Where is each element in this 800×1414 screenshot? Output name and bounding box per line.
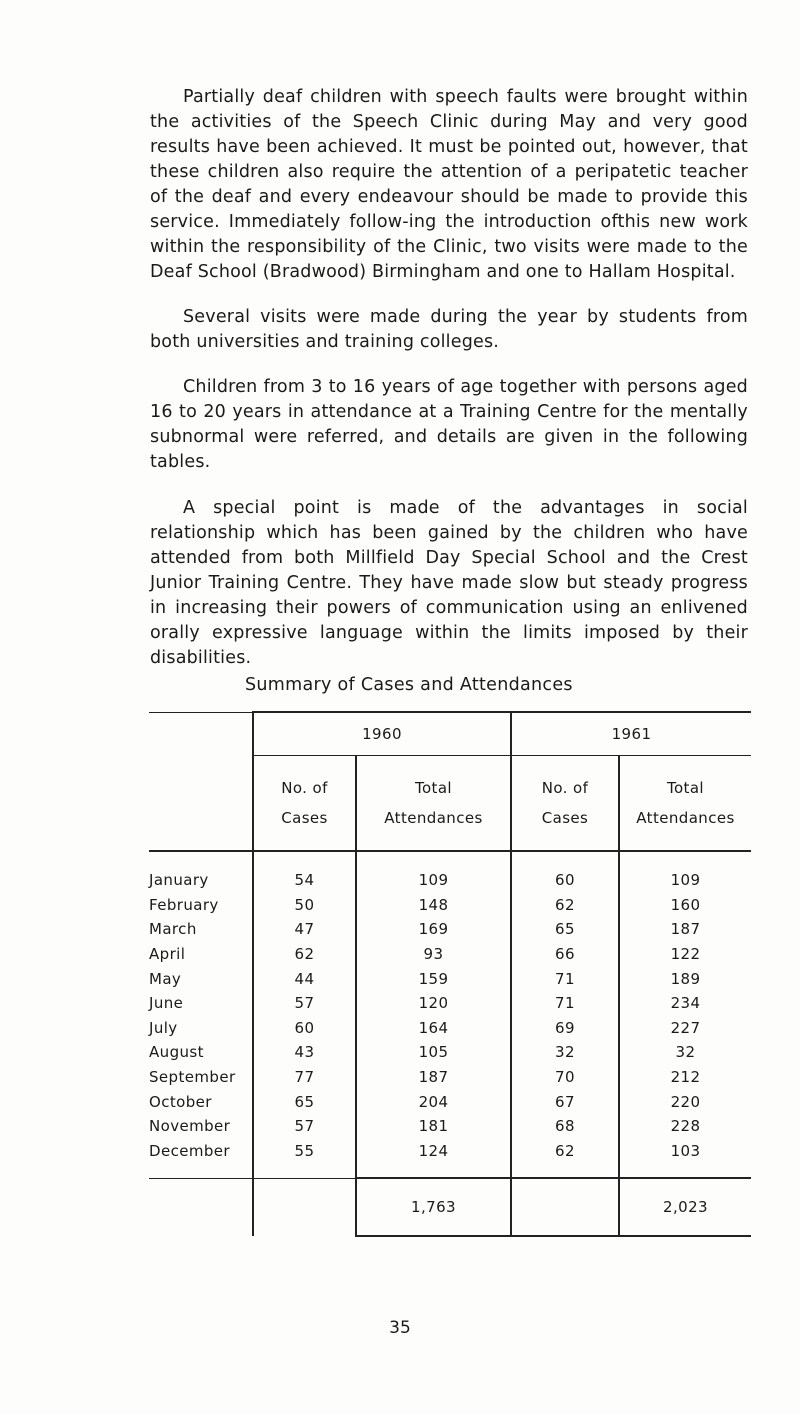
- cases-1960-cell: 55: [253, 1139, 356, 1179]
- cases-1960-cell: 60: [253, 1016, 356, 1041]
- cases-header-line1: No. of: [281, 779, 328, 797]
- attendances-1961-cell: 103: [619, 1139, 751, 1179]
- totals-cases-1961-blank: [511, 1178, 619, 1236]
- cases-1961-cell: 60: [511, 851, 619, 893]
- cases-1961-cell: 71: [511, 991, 619, 1016]
- attendances-1961-cell: 109: [619, 851, 751, 893]
- year-1960-header: 1960: [253, 712, 511, 756]
- attendances-1960-cell: 93: [356, 942, 511, 967]
- paragraph-visits: Several visits were made during the year by students from both universities and training colleges.: [150, 307, 748, 352]
- cases-1961-cell: 65: [511, 917, 619, 942]
- cases-1961-cell: 62: [511, 893, 619, 918]
- cases-header-line2: Cases: [281, 809, 328, 827]
- attendances-1961-cell: 189: [619, 966, 751, 991]
- month-cell: May: [149, 969, 182, 988]
- attendances-1961-cell: 234: [619, 991, 751, 1016]
- attendances-1961-cell: 212: [619, 1065, 751, 1090]
- attendances-1960-cell: 187: [356, 1065, 511, 1090]
- month-cell: April: [149, 945, 186, 964]
- cases-1960-cell: 43: [253, 1040, 356, 1065]
- attendances-1960-cell: 204: [356, 1089, 511, 1114]
- cases-1960-cell: 62: [253, 942, 356, 967]
- cases-header-line2: Cases: [541, 809, 589, 827]
- cases-1960-cell: 54: [253, 851, 356, 893]
- table-row: [149, 1089, 751, 1114]
- cases-1961-cell: 62: [511, 1139, 619, 1179]
- table-row: [149, 1139, 751, 1179]
- attendances-1961-cell: 122: [619, 942, 751, 967]
- page-number: 35: [389, 1318, 411, 1338]
- attendances-1961-cell: 220: [619, 1089, 751, 1114]
- attendances-1961-cell: 227: [619, 1016, 751, 1041]
- attendances-1961-cell: 228: [619, 1114, 751, 1139]
- table-row: [149, 893, 751, 918]
- month-cell: January: [149, 871, 209, 890]
- attendances-1960-cell: 159: [356, 966, 511, 991]
- attendances-1960-cell: 120: [356, 991, 511, 1016]
- cases-1960-cell: 44: [253, 966, 356, 991]
- cases-1960-cell: 57: [253, 1114, 356, 1139]
- total-attendances-1961: 2,023: [619, 1178, 751, 1236]
- cases-1960-cell: 47: [253, 917, 356, 942]
- cases-1960-cell: 50: [253, 893, 356, 918]
- table-row: [149, 1016, 751, 1041]
- month-cell: August: [149, 1043, 204, 1062]
- attendances-1961-cell: 32: [619, 1040, 751, 1065]
- cases-1960-header: [253, 756, 356, 852]
- cases-1961-cell: 69: [511, 1016, 619, 1041]
- cases-1960-cell: 77: [253, 1065, 356, 1090]
- paragraph-social-advantages: A special point is made of the advantages in social relationship which has been gained by the children who have attended from both Millfield Day Special School and the Crest Junior Training Centre. They have made slow but steady progress in increasing their powers of communication using an enlivened orally expressive language within the limits imposed by their disabilities.: [150, 498, 748, 668]
- total-header-line2: Attendances: [636, 809, 735, 827]
- attendances-1960-cell: 109: [356, 851, 511, 893]
- totals-row: [149, 1178, 751, 1236]
- attendances-1960-cell: 105: [356, 1040, 511, 1065]
- paragraph-referrals: Children from 3 to 16 years of age together with persons aged 16 to 20 years in attendance at a Training Centre for the mentally subnormal were referred, and details are given in the following tables.: [150, 377, 748, 472]
- cases-1961-cell: 67: [511, 1089, 619, 1114]
- subheader-blank: [149, 756, 253, 852]
- table-row: [149, 1065, 751, 1090]
- totals-label-blank: [149, 1178, 253, 1236]
- cases-1961-cell: 70: [511, 1065, 619, 1090]
- total-header-line1: Total: [414, 779, 453, 797]
- attendances-1960-cell: 169: [356, 917, 511, 942]
- subheader-row: [149, 756, 751, 852]
- cases-1960-cell: 57: [253, 991, 356, 1016]
- cases-1961-cell: 66: [511, 942, 619, 967]
- table-row: [149, 851, 751, 893]
- attendances-1960-cell: 148: [356, 893, 511, 918]
- summary-table: [149, 711, 751, 1237]
- total-header-line1: Total: [666, 779, 705, 797]
- table-row: [149, 942, 751, 967]
- table-row: [149, 966, 751, 991]
- attendances-1961-header: [619, 756, 751, 852]
- month-cell: February: [149, 895, 219, 914]
- table-row: [149, 1114, 751, 1139]
- month-cell: July: [149, 1018, 178, 1037]
- month-cell: June: [149, 994, 184, 1013]
- total-attendances-1960: 1,763: [356, 1178, 511, 1236]
- cases-1961-cell: 32: [511, 1040, 619, 1065]
- attendances-1960-cell: 181: [356, 1114, 511, 1139]
- table-body: [149, 851, 751, 1236]
- cases-1961-cell: 68: [511, 1114, 619, 1139]
- attendances-1961-cell: 187: [619, 917, 751, 942]
- table-row: [149, 917, 751, 942]
- attendances-1961-cell: 160: [619, 893, 751, 918]
- year-1961-header: 1961: [511, 712, 751, 756]
- paragraph-partially-deaf: Partially deaf children with speech faults were brought within the activities of the Speech Clinic during May and very good results have been achieved. It must be pointed out, however, that these children also require the attention of a peripatetic teacher of the deaf and every endeavour should be made to provide this service. Immediately follow-ing the introduction ofthis new work within the responsibility of the Clinic, two visits were made to the Deaf School (Bradwood) Birmingham and one to Hallam Hospital.: [150, 87, 748, 282]
- cases-1961-header: [511, 756, 619, 852]
- month-cell: September: [149, 1068, 236, 1087]
- month-cell: October: [149, 1092, 212, 1111]
- month-cell: March: [149, 920, 197, 939]
- cases-header-line1: No. of: [541, 779, 589, 797]
- month-cell: November: [149, 1117, 231, 1136]
- attendances-1960-cell: 124: [356, 1139, 511, 1179]
- month-cell: December: [149, 1142, 230, 1161]
- table-row: [149, 1040, 751, 1065]
- month-header-blank: [149, 712, 253, 756]
- total-header-line2: Attendances: [384, 809, 483, 827]
- table-title: Summary of Cases and Attendances: [245, 675, 573, 695]
- totals-cases-1960-blank: [253, 1178, 356, 1236]
- table-row: [149, 991, 751, 1016]
- cases-1961-cell: 71: [511, 966, 619, 991]
- year-header-row: [149, 712, 751, 756]
- attendances-1960-cell: 164: [356, 1016, 511, 1041]
- cases-1960-cell: 65: [253, 1089, 356, 1114]
- attendances-1960-header: [356, 756, 511, 852]
